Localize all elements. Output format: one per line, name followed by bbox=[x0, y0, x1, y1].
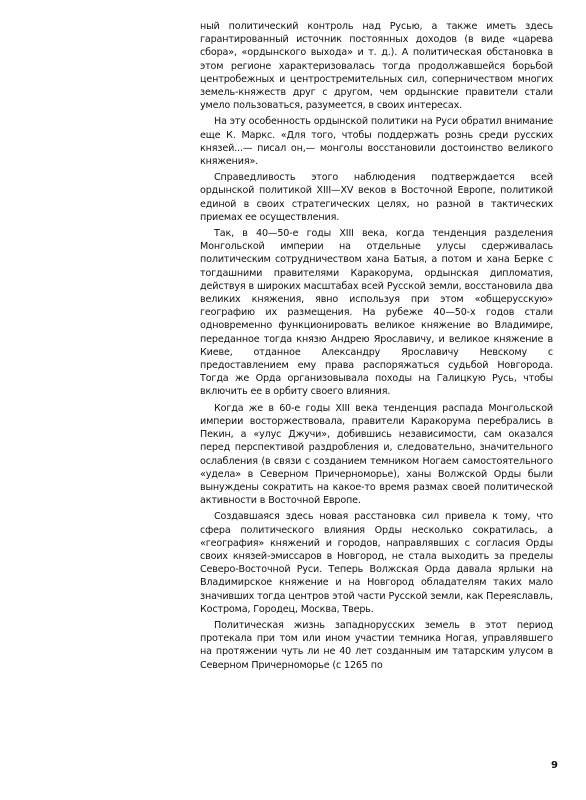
paragraph-observation: Справедливость этого наблюдения подтверждается всей ордынской политикой XIII—XV веков в Восточной Европе, политикой единой в своих стратегических целях, но разной в тактических приемах ее осуществления. bbox=[200, 172, 553, 223]
paragraph-new-balance: Создавшаяся здесь новая расстановка сил привела к тому, что сфера политического влияния Орды несколько сократилась, а «география» княжений и городов, направлявших с согласия Орды своих князей-эмиссаров в Новгород, не стала выходить за пределы Северо-Восточной Руси. Теперь Волжская Орда давала ярлыки на Владимирское княжение и на Новгород обладателям таких мало значивших тогда центров этой части Русской земли, как Переяславль, Кострома, Городец, Москва, Тверь. bbox=[200, 511, 553, 615]
paragraph-40-50-years: Так, в 40—50-е годы XIII века, когда тенденция разделения Монгольской империи на отдельные улусы сдерживалась политическим сотрудничеством хана Батыя, а потом и хана Берке с тогдашними правителями Каракорума, ордынская дипломатия, действуя в широких масштабах всей Русской земли, восстановила два великих княжения, явно используя при этом «общерусскую» географию их размещения. На рубеже 40—50-х годов стали одновременно функционировать великое княжение во Владимире, переданное тогда князю Андрею Ярославичу, и великое княжение в Киеве, отданное Александру Ярославичу Невскому с предоставлением ему права распоряжаться судьбой Новгорода. Тогда же Орда организовывала походы на Галицкую Русь, чтобы включить ее в орбиту своего влияния. bbox=[200, 228, 553, 398]
paragraph-continuation: ный политический контроль над Русью, а также иметь здесь гарантированный источник постоянных доходов (в виде «царева сбора», «ордынского выхода» и т. д.). А политическая обстановка в этом регионе характеризовалась тогда продолжавшейся борьбой центробежных и центростремительных сил, соперничеством многих земель-княжеств друг с другом, чем ордынские правители стали умело пользоваться, разумеется, в своих интересах. bbox=[200, 21, 553, 112]
text-column bbox=[200, 20, 553, 675]
page-number: 9 bbox=[551, 760, 558, 771]
paragraph-marx-quote: На эту особенность ордынской политики на Руси обратил внимание еще К. Маркс. «Для того, чтобы поддержать рознь среди русских князей...— писал он,— монголы восстановили достоинство великого княжения». bbox=[200, 116, 553, 168]
paragraph-western-lands: Политическая жизнь западнорусских земель в этот период протекала при том или ином участии темника Ногая, управлявшего на протяжении чуть ли не 40 лет созданным им татарским улусом в Северном Причерноморье (с 1265 по bbox=[200, 619, 553, 671]
paragraph-60-years: Когда же в 60-е годы XIII века тенденция распада Монгольской империи восторжествовала, правители Каракорума перебрались в Пекин, а «улус Джучи», добившись независимости, сам оказался перед перспективой раздробления и, следовательно, значительного ослабления (в связи с созданием темником Ногаем самостоятельного «удела» в Северном Причерноморье), ханы Волжской Орды были вынуждены сократить на какое-то время размах своей политической активности в Восточной Европе. bbox=[200, 402, 553, 507]
